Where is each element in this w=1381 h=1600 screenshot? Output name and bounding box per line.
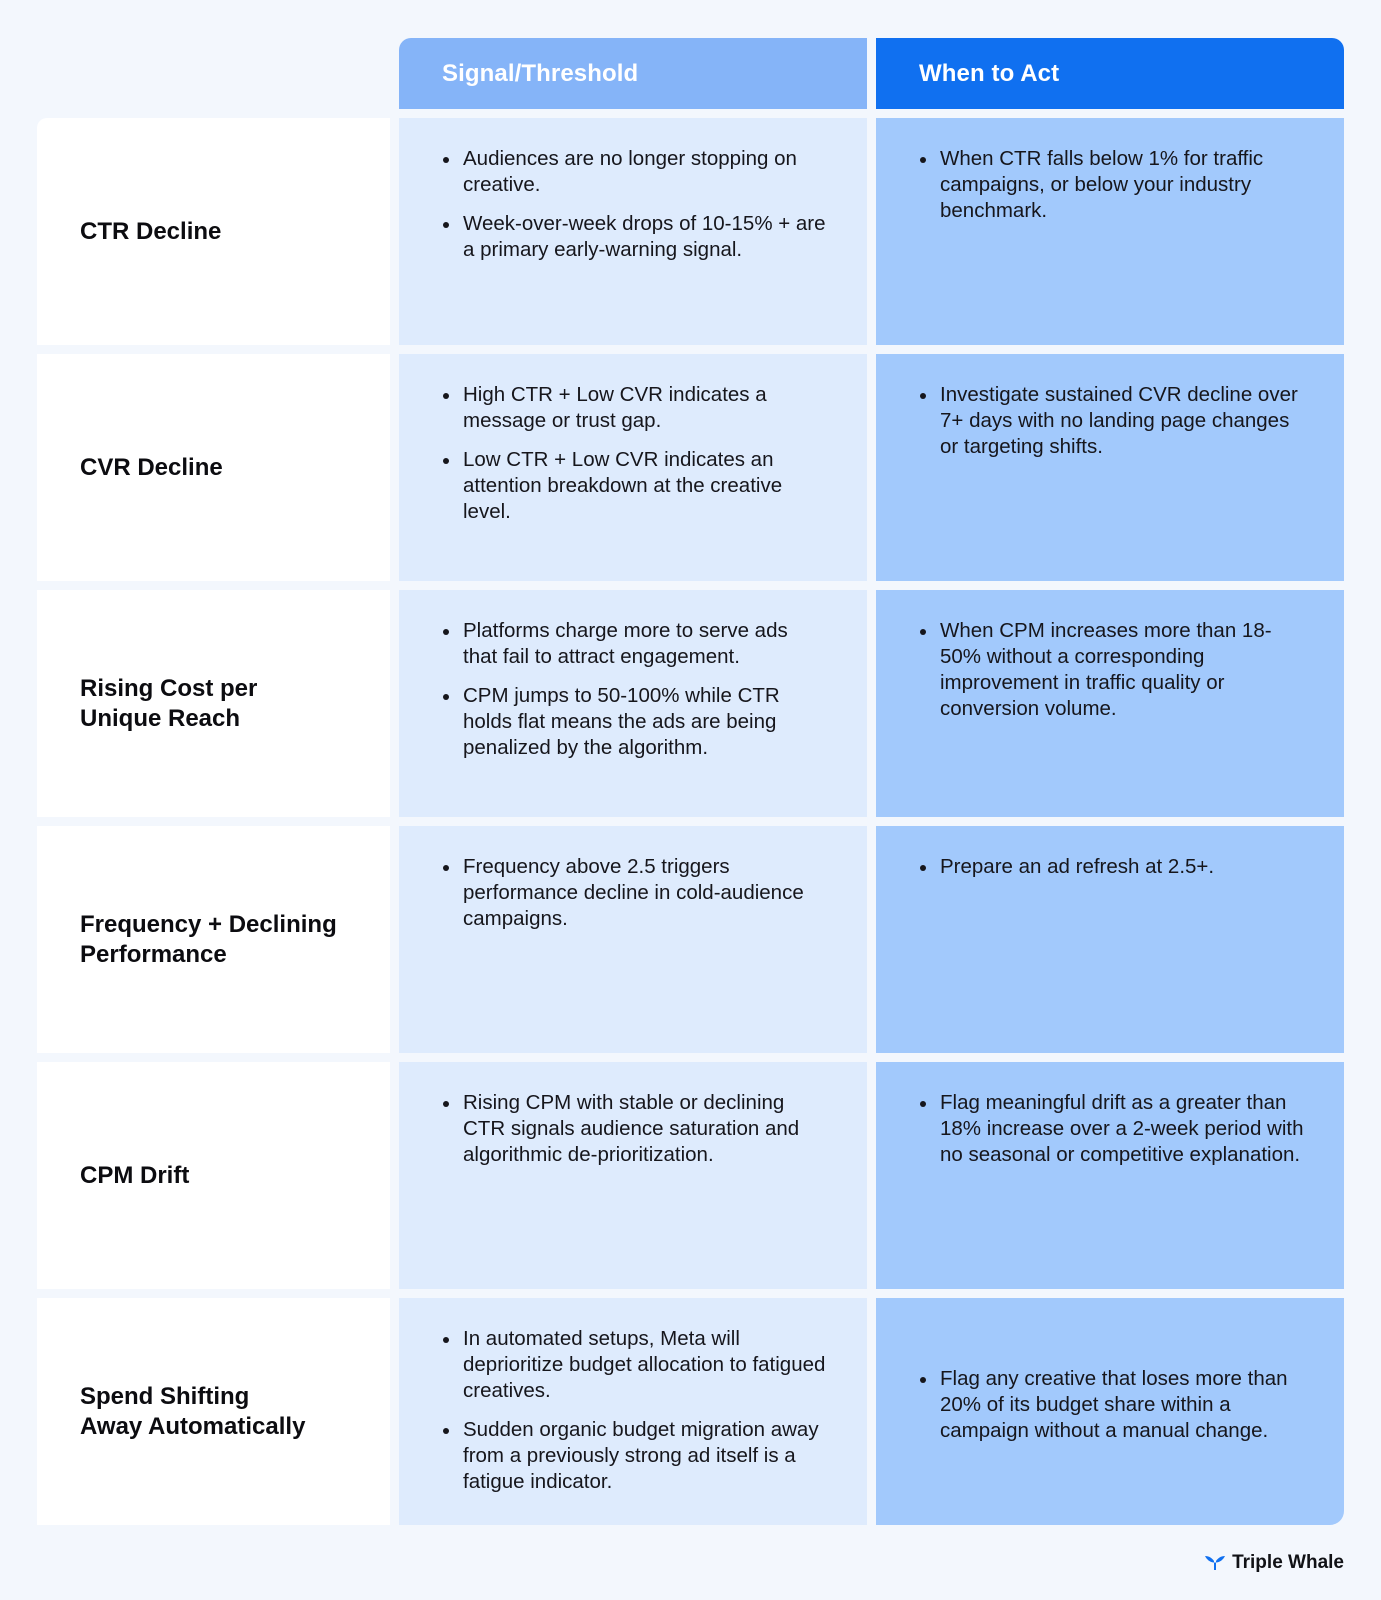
signal-list [441, 382, 827, 525]
signal-item: Frequency above 2.5 triggers performance decline in cold-audience campaigns. [441, 854, 827, 932]
signal-cell [399, 826, 867, 1053]
row-label-cvr-decline: CVR Decline [37, 354, 390, 581]
action-item: When CTR falls below 1% for traffic campaigns, or below your industry benchmark. [918, 146, 1304, 224]
signals-table [37, 38, 1344, 1525]
action-list [918, 146, 1304, 224]
signal-item: In automated setups, Meta will deprioritize budget allocation to fatigued creatives. [441, 1326, 827, 1404]
action-list [918, 1090, 1304, 1168]
action-cell [876, 354, 1344, 581]
action-cell [876, 590, 1344, 817]
action-list [918, 618, 1304, 722]
row-label-frequency: Frequency + Declining Performance [37, 826, 390, 1053]
signal-item: Platforms charge more to serve ads that fail to attract engagement. [441, 618, 827, 670]
action-cell [876, 118, 1344, 345]
signal-cell [399, 1298, 867, 1525]
signal-list [441, 1090, 827, 1168]
action-item: When CPM increases more than 18-50% without a corresponding improvement in traffic quality or conversion volume. [918, 618, 1304, 722]
action-list [918, 382, 1304, 460]
signal-cell [399, 354, 867, 581]
signal-item: CPM jumps to 50-100% while CTR holds flat means the ads are being penalized by the algorithm. [441, 683, 827, 761]
signal-list [441, 854, 827, 932]
brand-name: Triple Whale [1232, 1552, 1344, 1573]
action-list [918, 1366, 1304, 1457]
action-item: Investigate sustained CVR decline over 7+ days with no landing page changes or targeting shifts. [918, 382, 1304, 460]
header-empty-cell [37, 38, 390, 109]
signal-cell [399, 118, 867, 345]
signal-item: Low CTR + Low CVR indicates an attention breakdown at the creative level. [441, 447, 827, 525]
action-item: Flag meaningful drift as a greater than 18% increase over a 2-week period with no seasonal or competitive explanation. [918, 1090, 1304, 1168]
signal-cell [399, 590, 867, 817]
signal-item: Rising CPM with stable or declining CTR signals audience saturation and algorithmic de-prioritization. [441, 1090, 827, 1168]
signal-item: Audiences are no longer stopping on creative. [441, 146, 827, 198]
header-signal-threshold: Signal/Threshold [399, 38, 867, 109]
signal-list [441, 1326, 827, 1495]
action-cell [876, 826, 1344, 1053]
signal-cell [399, 1062, 867, 1289]
signal-item: Sudden organic budget migration away from a previously strong ad itself is a fatigue indicator. [441, 1417, 827, 1495]
header-when-to-act: When to Act [876, 38, 1344, 109]
action-item: Flag any creative that loses more than 20% of its budget share within a campaign without a manual change. [918, 1366, 1304, 1444]
row-label-rising-cost: Rising Cost per Unique Reach [37, 590, 390, 817]
action-cell [876, 1298, 1344, 1525]
whale-tail-icon [1204, 1554, 1226, 1572]
action-item: Prepare an ad refresh at 2.5+. [918, 854, 1304, 880]
row-label-cpm-drift: CPM Drift [37, 1062, 390, 1289]
signal-list [441, 618, 827, 761]
signal-item: High CTR + Low CVR indicates a message or trust gap. [441, 382, 827, 434]
action-list [918, 854, 1304, 880]
row-label-spend-shifting: Spend Shifting Away Automatically [37, 1298, 390, 1525]
brand-logo [1204, 1552, 1344, 1574]
row-label-ctr-decline: CTR Decline [37, 118, 390, 345]
signal-list [441, 146, 827, 263]
signal-item: Week-over-week drops of 10-15% + are a primary early-warning signal. [441, 211, 827, 263]
action-cell [876, 1062, 1344, 1289]
